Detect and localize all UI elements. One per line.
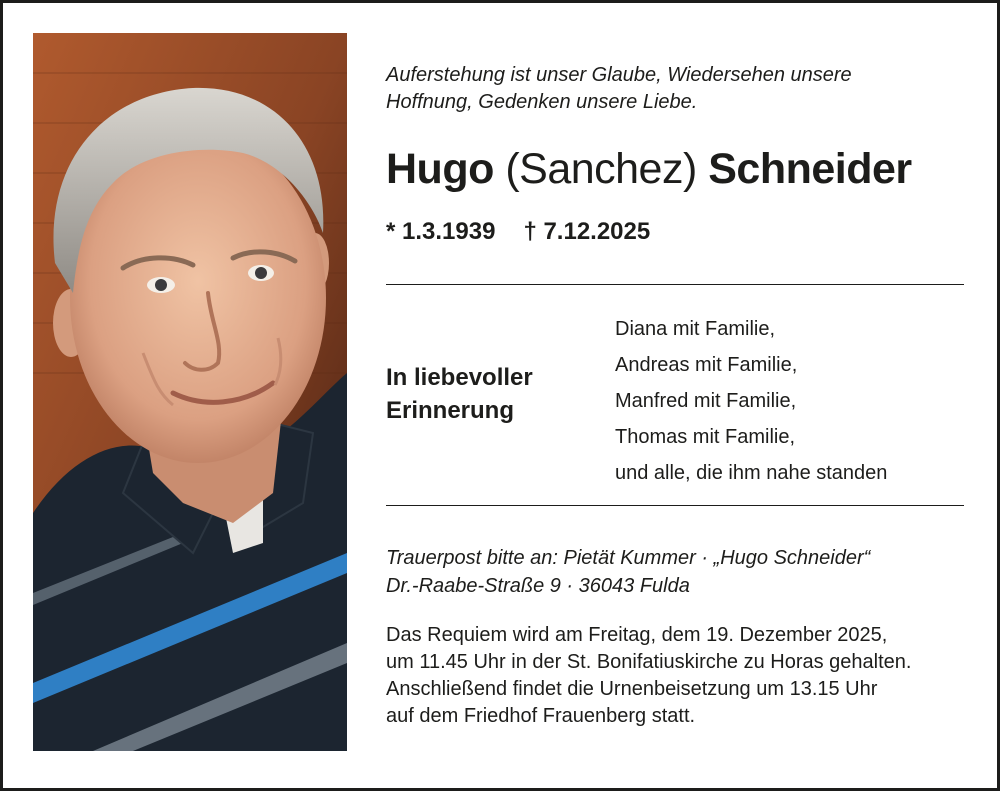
divider-top: [386, 284, 964, 285]
middle-name: (Sanchez): [505, 145, 697, 193]
deceased-name: [386, 141, 986, 197]
mourner-item: Manfred mit Familie,: [615, 390, 797, 412]
motto-line: Hoffnung, Gedenken unsere Liebe.: [386, 91, 698, 113]
remembrance-line: In liebevoller: [386, 364, 533, 391]
requiem-line: Das Requiem wird am Freitag, dem 19. Dezember 2025,: [386, 624, 888, 646]
post-line: Dr.-Raabe-Straße 9 · 36043 Fulda: [386, 575, 690, 597]
requiem-line: um 11.45 Uhr in der St. Bonifatiuskirche zu Horas gehalten.: [386, 651, 912, 673]
divider-bottom: [386, 505, 964, 506]
motto-line: Auferstehung ist unser Glaube, Wiedersehen unsere: [386, 64, 852, 86]
mourning-post-address: [386, 544, 986, 600]
motto: [386, 62, 966, 116]
death-date: † 7.12.2025: [523, 218, 651, 245]
life-dates: [386, 215, 650, 249]
remembrance-heading: [386, 361, 596, 427]
mourner-item: Thomas mit Familie,: [615, 426, 796, 448]
first-name: Hugo: [386, 145, 494, 193]
remembrance-line: Erinnerung: [386, 397, 515, 424]
mourners-list: [615, 311, 975, 491]
post-line: Trauerpost bitte an: Pietät Kummer · „Hugo Schneider“: [386, 547, 871, 569]
last-name: Schneider: [708, 145, 912, 193]
requiem-info: [386, 622, 986, 730]
mourner-item: und alle, die ihm nahe standen: [615, 462, 888, 484]
portrait-photo: [33, 33, 347, 751]
requiem-line: Anschließend findet die Urnenbeisetzung um 13.15 Uhr: [386, 678, 878, 700]
birth-date: * 1.3.1939: [386, 218, 496, 245]
requiem-line: auf dem Friedhof Frauenberg statt.: [386, 705, 696, 727]
mourner-item: Diana mit Familie,: [615, 318, 776, 340]
mourner-item: Andreas mit Familie,: [615, 354, 798, 376]
